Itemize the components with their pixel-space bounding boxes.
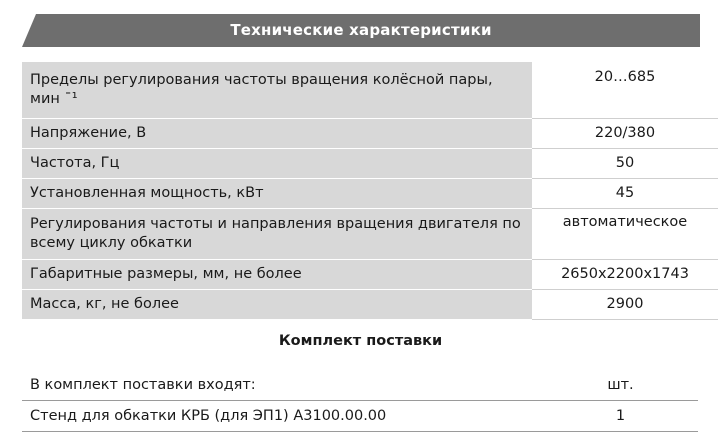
spec-label: Масса, кг, не более xyxy=(22,290,532,320)
kit-section-title: Комплект поставки xyxy=(278,333,443,349)
kit-item-qty: 1 xyxy=(543,401,698,432)
spec-value: 50 xyxy=(532,149,718,179)
kit-header-qty: шт. xyxy=(543,370,698,401)
section-title: Технические характеристики xyxy=(230,21,492,39)
table-row xyxy=(22,290,718,320)
table-row xyxy=(22,209,718,260)
table-row xyxy=(22,149,718,179)
table-row xyxy=(22,401,698,432)
table-row xyxy=(22,119,718,149)
spec-label: Частота, Гц xyxy=(22,149,532,179)
table-row xyxy=(22,179,718,209)
kit-table xyxy=(22,370,698,432)
spec-label: Напряжение, В xyxy=(22,119,532,149)
spec-label: Регулирования частоты и направления вращения двигателя по всему циклу обкатки xyxy=(22,209,532,260)
spec-label: Установленная мощность, кВт xyxy=(22,179,532,209)
spec-value: 20…685 xyxy=(532,62,718,119)
spec-label: Пределы регулирования частоты вращения колёсной пары, мин ¯¹ xyxy=(22,62,532,119)
spec-value: 2650х2200х1743 xyxy=(532,260,718,290)
specs-table xyxy=(22,62,718,320)
kit-item-name: Стенд для обкатки КРБ (для ЭП1) А3100.00.00 xyxy=(22,401,543,432)
kit-header-name: В комплект поставки входят: xyxy=(22,370,543,401)
table-row xyxy=(22,62,718,119)
spec-label: Габаритные размеры, мм, не более xyxy=(22,260,532,290)
spec-value: 220/380 xyxy=(532,119,718,149)
spec-value: автоматическое xyxy=(532,209,718,260)
kit-header-row xyxy=(22,370,698,401)
table-row xyxy=(22,260,718,290)
spec-value: 2900 xyxy=(532,290,718,320)
spec-value: 45 xyxy=(532,179,718,209)
